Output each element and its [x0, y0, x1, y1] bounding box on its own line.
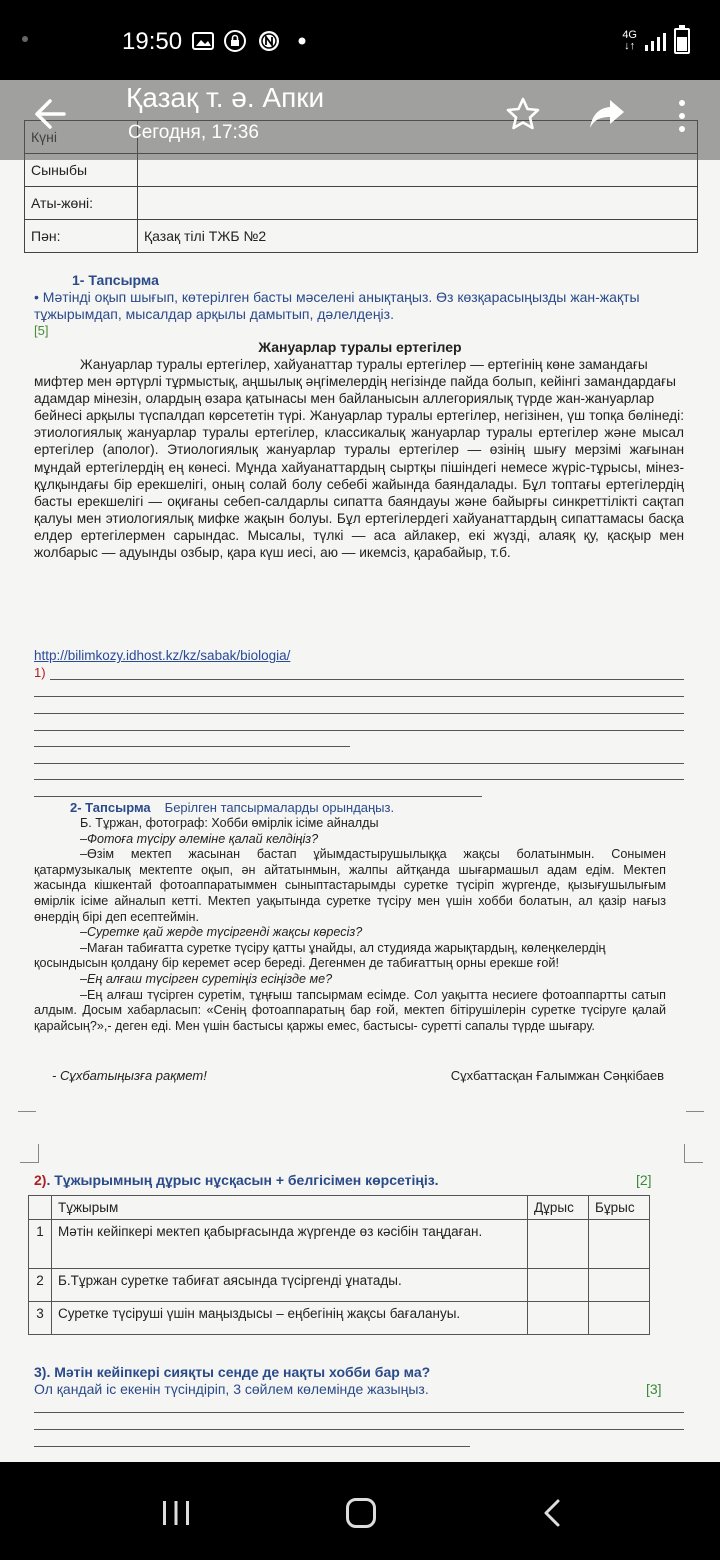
table-row: [29, 1220, 650, 1269]
answer-line: [34, 1412, 684, 1413]
interview-text: [34, 816, 666, 1034]
back-arrow-icon[interactable]: [30, 94, 70, 134]
answer-line: [34, 696, 684, 697]
question2-points: [2]: [636, 1172, 652, 1188]
statement-text: Суретке түсіруші үшін маңыздысы – еңбегінің жақсы бағалануы.: [52, 1302, 528, 1335]
table-header-row: [29, 1196, 650, 1220]
row-number: 1: [29, 1220, 52, 1269]
true-cell[interactable]: [528, 1220, 589, 1269]
header-row: [25, 187, 698, 220]
interview-question: –Фотоға түсіру әлеміне қалай келдіңіз?: [80, 831, 319, 846]
task1-points: [5]: [34, 323, 49, 338]
question3-heading: 3). Мәтін кейіпкері сияқты сенде де нақты хобби бар ма?: [34, 1364, 431, 1380]
answer-line: [34, 796, 482, 797]
status-time: 19:50: [122, 28, 183, 55]
statement-text: Б.Тұржан суретке табиғат аясында түсіргенді ұнатады.: [52, 1269, 528, 1302]
recent-apps-icon[interactable]: [160, 1500, 192, 1526]
false-cell[interactable]: [589, 1269, 650, 1302]
story-line: адамдар мінезін, олардың өзара қатынасы мен байланысын аллегориялық түрде жан-жануарлар: [34, 391, 655, 407]
status-dot: [22, 36, 28, 42]
question3-points: [3]: [646, 1381, 662, 1397]
status-right: [622, 28, 690, 54]
false-cell[interactable]: [589, 1220, 650, 1269]
answer-line: [34, 763, 684, 764]
answer1-label: 1): [34, 665, 46, 680]
page-corner-mark: [18, 1111, 36, 1130]
header-value: [138, 187, 698, 220]
page-corner-mark: [20, 1144, 39, 1163]
story-title: Жануарлар туралы ертегілер: [258, 339, 462, 355]
true-cell[interactable]: [528, 1269, 589, 1302]
statements-table: [28, 1195, 650, 1335]
interview-answer: –Маған табиғатта суретке түсіру қатты ұнайды, ал студияда жарықтардың, көлеңкелердің: [80, 940, 606, 955]
share-icon[interactable]: [588, 98, 626, 130]
story-line: бейнесі арқылы түспалдап көрсететін түрі. Жануарлар туралы ертегілер, негізінен, үш топқа бөлінеді: этиологиялық жануарлар туралы ертегілер, классикалық жануарлар туралы ертегілер және мысал ертегілер (аполог). Этиологиялық жануарлар туралы ертегілер — өзінің шығу мерзімі жағынан мұндай ертегілердің ең көнесі. Мұнда хайуанаттардың сыртқы пішіндегі немесе жүріс-тұрысы, мінез-құлқындағы бір ерекшелігі, оның солай болу себебі жайында баяндалады. Бұл топтағы ертегілердің басты ерекшелігі — оқиғаны себеп-салдарлы сипатта баяндауы және байырғы синкреттілікті сақтап қалуы мен этиологиялық мифке жақын болуы. Бұл ертегілердегі хайуанаттардың сипаттамасы басқа елдер ертегілермен сарындас. Мысалы, түлкі — аса айлакер, екі жүзді, алаяқ қу, қасқыр мен жолбарыс — адуынды озбыр, қара күш иесі, аю — икемсіз, қарабайыр, т.б.: [34, 408, 684, 561]
answer-line: [34, 1446, 470, 1447]
interview-question: –Ең алғаш түсірген суретіңіз есіңізде ме?: [80, 971, 333, 986]
header-label: Сыныбы: [25, 154, 138, 187]
interview-answer: –Ең алғаш түсірген суретім, тұңғыш тапсырмам есімде. Сол уақытта несиеге фотоаппартты сатып алдым. Досым хабарласып: «Сенің фотоаппаратың бар ғой, мектеп бітірушілерін суретке түсіруге қалай қарайсың?»,- деген еді. Мен үшін бастысы қаржы емес, бастысы- суретті сапалы түрде шығару.: [34, 987, 666, 1033]
column-header: Дұрыс: [528, 1196, 589, 1220]
interview-thanks: - Сұхбатыңызға рақмет!: [52, 1068, 207, 1083]
document-photo: [0, 80, 720, 1462]
interview-answer: қосындысын қолдану бір керемет әсер береді. Дегенмен де табиғаттың орны ерекше ғой!: [34, 956, 559, 971]
answer-line: [50, 679, 684, 680]
gallery-icon: [192, 30, 214, 52]
table-row: [29, 1269, 650, 1302]
star-icon[interactable]: [505, 96, 541, 132]
answer-line: [34, 779, 684, 780]
column-header: Тұжырым: [52, 1196, 528, 1220]
header-row: [25, 220, 698, 253]
viewer-title: Қазақ т. ә. Апки: [126, 82, 325, 113]
page-corner-mark: [686, 1111, 704, 1130]
page-corner-mark: [684, 1144, 703, 1163]
notification-dot-icon: [296, 30, 318, 52]
lock-icon: [224, 30, 246, 52]
story-line: мифтер мен әртүрлі тұрмыстық, аңшылық әңгімелердің негізінде пайда болып, кейінгі замандардағы: [34, 374, 676, 390]
more-icon[interactable]: [672, 98, 692, 134]
row-number: 2: [29, 1269, 52, 1302]
task1-instruction: • Мәтінді оқып шығып, көтерілген басты мәселені анықтаңыз. Өз көзқарасыңызды жан-жақты тұжырымдап, мысалдар арқылы дамытып, дәлелдеңіз.: [34, 289, 640, 322]
story-line: Жануарлар туралы ертегілер, хайуанаттар туралы ертегілер — ертегінің көне замандағы: [80, 357, 648, 372]
answer-line: [34, 1429, 684, 1430]
header-value: Қазақ тілі ТЖБ №2: [138, 220, 698, 253]
answer-line: [34, 730, 684, 731]
navigation-bar: [0, 1462, 720, 1560]
task1-heading: 1- Тапсырма: [72, 272, 159, 288]
back-icon[interactable]: [540, 1498, 564, 1528]
n-app-icon: [258, 30, 280, 52]
signal-icon: [645, 31, 666, 51]
status-bar: [0, 0, 720, 80]
statement-text: Мәтін кейіпкері мектеп қабырғасында жүргенде өз кәсібін таңдаған.: [52, 1220, 528, 1269]
task2-heading: 2- Тапсырма Берілген тапсырмаларды орындаңыз.: [70, 800, 395, 815]
battery-icon: [674, 28, 690, 54]
table-cell: [29, 1196, 52, 1220]
interview-question: –Суретке қай жерде түсіргенді жақсы көресіз?: [80, 925, 363, 940]
home-icon[interactable]: [346, 1498, 376, 1528]
question3-instruction: Ол қандай іс екенін түсіндіріп, 3 сөйлем көлемінде жазыңыз.: [34, 1381, 429, 1397]
answer-line: [34, 713, 684, 714]
column-header: Бұрыс: [589, 1196, 650, 1220]
question2-heading: 2). Тұжырымның дұрыс нұсқасын + белгісімен көрсетіңіз.: [34, 1172, 439, 1188]
answer-line: [34, 746, 350, 747]
table-row: [29, 1302, 650, 1335]
interviewer-name: Сұхбаттасқан Ғалымжан Сәңкібаев: [450, 1068, 664, 1083]
header-label: Пән:: [25, 220, 138, 253]
network-type: 4G ↓↑: [622, 29, 637, 52]
false-cell[interactable]: [589, 1302, 650, 1335]
story-text: [34, 356, 684, 561]
viewer-subtitle: Сегодня, 17:36: [128, 122, 259, 143]
source-link[interactable]: http://bilimkozy.idhost.kz/kz/sabak/biologia/: [34, 648, 291, 663]
true-cell[interactable]: [528, 1302, 589, 1335]
viewer-toolbar: [0, 80, 720, 160]
interview-footer: [52, 1068, 664, 1083]
interview-line: Б. Тұржан, фотограф: Хобби өмірлік ісіме айналды: [80, 816, 379, 830]
interview-answer: –Өзім мектеп жасынан бастап ұйымдастырушылыққа жақсы болатынмын. Сонымен қатармузыкалық мектепте оқып, ән айтатынмын, жалпы айтқанда шығармашыл адам едім. Мектеп жасында кішкентай фотоаппаратыммен сыныптастарымды суретке түсіріп жүргенде, қызығушылығым өмірлік ісіме айналып кетті. Мектеп уақытында суретке түсіру мен үшін хобби болатын, ал қазір нағыз өнердің бірі деп есептеймін.: [34, 847, 666, 924]
header-label: Аты-жөні:: [25, 187, 138, 220]
row-number: 3: [29, 1302, 52, 1335]
